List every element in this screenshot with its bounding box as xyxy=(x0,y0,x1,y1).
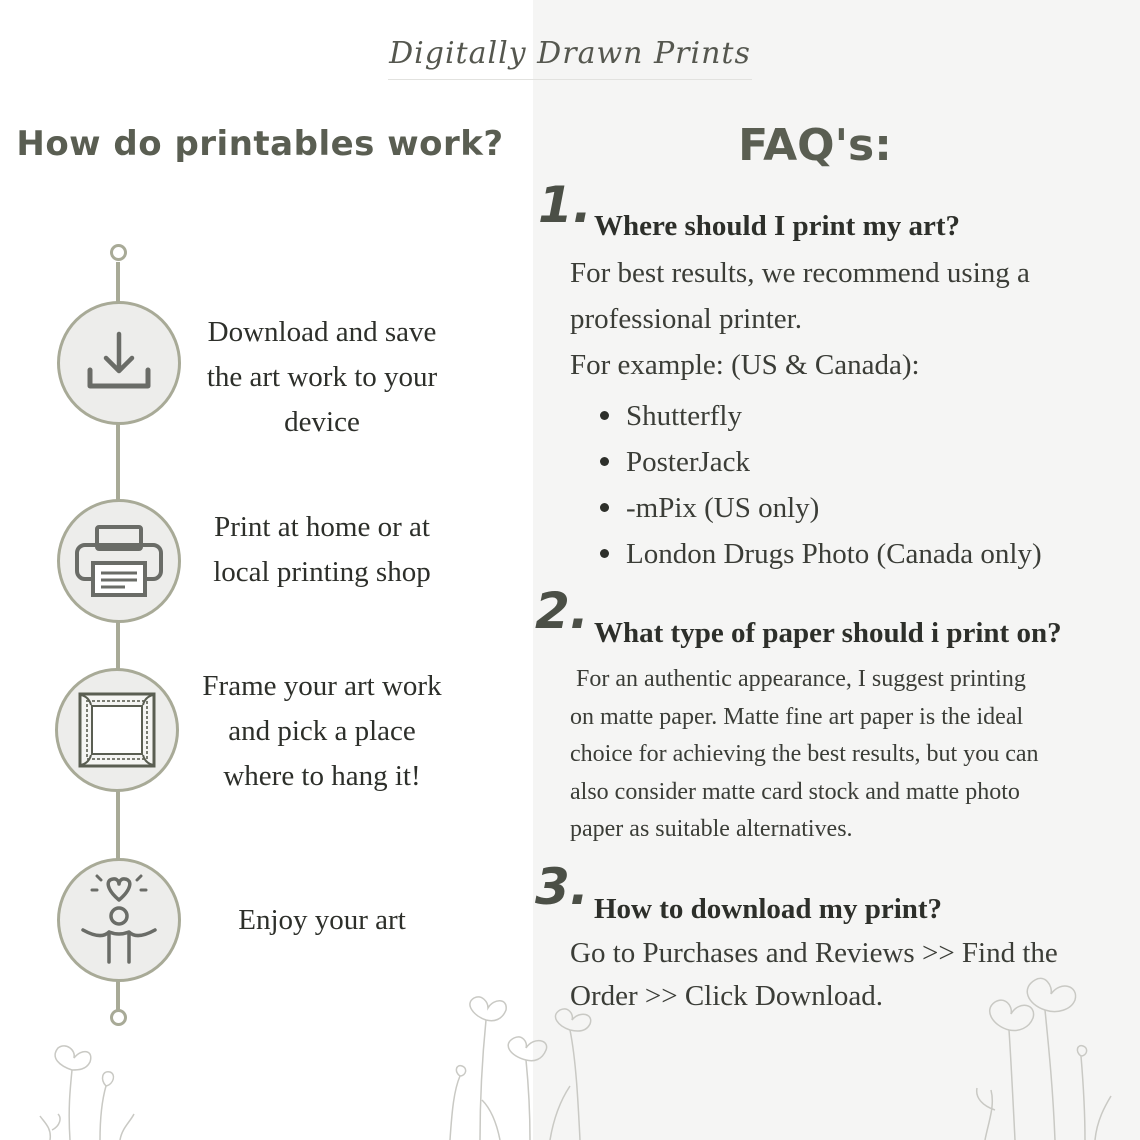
faq-2-question: What type of paper should i print on? xyxy=(594,617,1062,649)
timeline-end-dot xyxy=(110,1009,127,1026)
step-4-line-1: Enjoy your art xyxy=(238,904,406,936)
timeline-start-dot xyxy=(110,244,127,261)
step-4-circle xyxy=(57,858,181,982)
faq-3-answer-line-1: Go to Purchases and Reviews >> Find the xyxy=(570,937,1058,969)
happy-person-icon xyxy=(79,874,159,966)
step-3-text xyxy=(182,664,462,799)
faq-3-number: 3. xyxy=(535,858,589,916)
step-4-text xyxy=(182,898,462,943)
faq-2-answer-line-1: For an authentic appearance, I suggest printing xyxy=(570,666,1026,692)
step-1-line-2: the art work to your xyxy=(206,361,438,393)
download-icon xyxy=(84,328,154,398)
faq-2-answer-line-3: choice for achieving the best results, but you can xyxy=(570,741,1039,767)
step-3-line-1: Frame your art work xyxy=(202,670,442,702)
step-2-line-2: local printing shop xyxy=(213,556,431,588)
faq-1-answer-line-1: For best results, we recommend using a xyxy=(570,257,1030,289)
bullet-icon xyxy=(600,457,609,466)
faq-heading: FAQ's: xyxy=(738,120,892,171)
faq-3-answer-line-2: Order >> Click Download. xyxy=(570,980,883,1012)
faq-1-number: 1. xyxy=(538,176,592,234)
bullet-icon xyxy=(600,411,609,420)
faq-1-answer-line-3: For example: (US & Canada): xyxy=(570,349,920,381)
list-item: PosterJack xyxy=(600,439,1042,485)
list-item: -mPix (US only) xyxy=(600,485,1042,531)
faq-1-question: Where should I print my art? xyxy=(594,210,961,242)
bullet-icon xyxy=(600,503,609,512)
list-item: London Drugs Photo (Canada only) xyxy=(600,531,1042,577)
poppy-illustration-left xyxy=(30,1030,140,1140)
list-item: Shutterfly xyxy=(600,393,1042,439)
printer-icon xyxy=(73,523,165,599)
step-2-circle xyxy=(57,499,181,623)
step-2-line-1: Print at home or at xyxy=(214,511,430,543)
bullet-icon xyxy=(600,549,609,558)
step-1-line-1: Download and save xyxy=(207,316,437,348)
printer-list xyxy=(600,393,1042,577)
left-heading: How do printables work? xyxy=(16,124,504,164)
step-1-line-3: device xyxy=(284,406,360,438)
step-3-circle xyxy=(55,668,179,792)
step-3-line-2: and pick a place xyxy=(228,715,416,747)
step-1-text xyxy=(182,310,462,445)
brand-divider xyxy=(388,79,752,80)
faq-2-answer xyxy=(570,661,1100,849)
faq-3-question: How to download my print? xyxy=(594,893,943,925)
faq-2-answer-line-5: paper as suitable alternatives. xyxy=(570,816,853,842)
step-3-line-3: where to hang it! xyxy=(223,760,421,792)
step-2-text xyxy=(182,505,462,595)
brand-title: Digitally Drawn Prints xyxy=(389,36,751,71)
faq-2-number: 2. xyxy=(535,582,589,640)
step-1-circle xyxy=(57,301,181,425)
faq-2-answer-line-4: also consider matte card stock and matte photo xyxy=(570,778,1020,805)
faq-2-answer-line-2: on matte paper. Matte fine art paper is the ideal xyxy=(570,703,1024,730)
frame-icon xyxy=(77,691,157,769)
faq-1-answer-line-2: professional printer. xyxy=(570,303,802,335)
